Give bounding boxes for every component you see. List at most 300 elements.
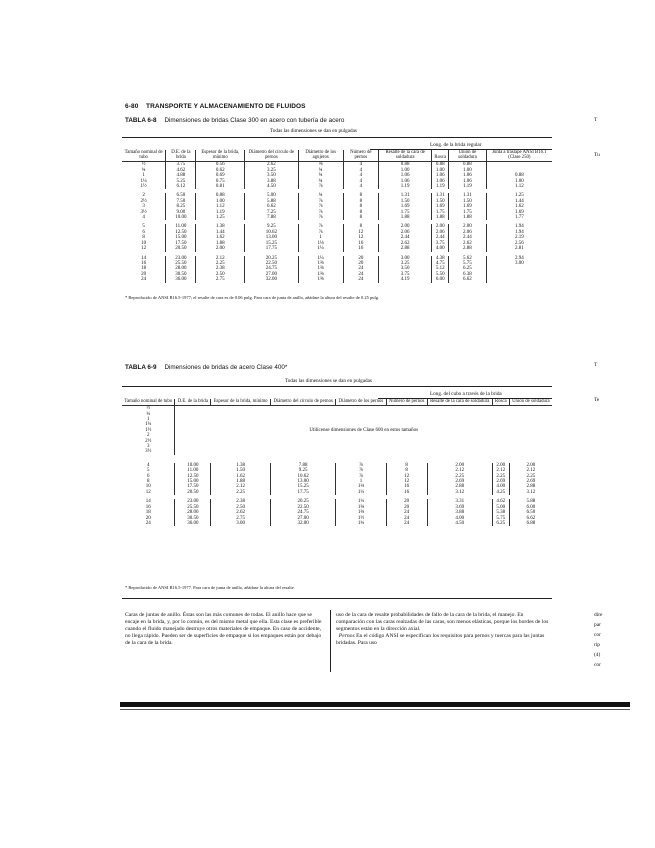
table-cell: 12 (343, 235, 378, 240)
table-cell: 2.50 (196, 272, 245, 277)
table-cell: 1¼ (336, 490, 386, 495)
right-column (336, 612, 550, 647)
table-cell: 1.38 (196, 224, 245, 229)
table-cell: 1¾ (336, 521, 386, 526)
table-cell: 6.25 (492, 521, 509, 526)
table-cell: 5 (122, 468, 175, 473)
table-cell: 8 (343, 224, 378, 229)
table-cell: ¾ (298, 193, 343, 198)
table-cell: 1.00 (432, 168, 449, 173)
table-cell: 1.00 (514, 178, 524, 184)
table-cell: 13.00 (271, 479, 336, 484)
table-cell: 11.00 (166, 224, 196, 229)
table-cell: 2.44 (432, 235, 449, 240)
table-cell: 4.88 (166, 173, 196, 178)
table-cell: 32.00 (271, 521, 336, 526)
table-cell: 1.06 (378, 179, 431, 184)
table-cell: 16 (343, 246, 378, 251)
table-cell: 1.31 (432, 193, 449, 198)
table-cell: 1.88 (378, 215, 431, 220)
text-separator (122, 598, 552, 599)
table-cell: 1.50 (449, 199, 487, 204)
table2-footnote: * Reproducido de ANSI B16.5-1977. Para cara de junta de anillo, añádase la altura del resalte. (125, 585, 295, 590)
table-cell: 10.00 (175, 463, 211, 468)
table-cell: 3.75 (378, 272, 431, 277)
table-cell: 7.50 (166, 199, 196, 204)
table-cell: 10.62 (271, 474, 336, 479)
table-cell: 2.00 (378, 224, 431, 229)
table1-footnote: * Reproducido de ANSI B16.5-1977; el resalte de cara es de 0.06 pulg. Para cara de junta de anillo, añádase la altura del resalte de 0.25 pulg. (125, 295, 380, 300)
table-cell: 1⅛ (298, 241, 343, 246)
table1 (122, 150, 552, 283)
table-cell: 3.50 (378, 266, 431, 271)
table-cell: 1.88 (432, 215, 449, 220)
table-cell: 1.69 (432, 204, 449, 209)
margin-line: (4) (594, 652, 601, 658)
table-cell: 1.75 (378, 210, 431, 215)
table-cell: 25.50 (175, 505, 211, 510)
table1-caption (125, 117, 344, 124)
column-header: Número de pernos (343, 150, 378, 162)
table-cell: 1.19 (196, 210, 245, 215)
table-cell: 15.00 (175, 479, 211, 484)
table-cell: 6 (122, 230, 166, 235)
table-cell: 2.69 (526, 479, 536, 485)
table-cell: 1.25 (196, 215, 245, 220)
table-cell: 2.88 (378, 246, 431, 251)
table-cell: 1.75 (449, 210, 487, 215)
column-header: Junta a traslape ANSI B16.1 (Clase 250) (492, 150, 547, 161)
table-cell: 17.50 (175, 484, 211, 489)
table-cell: 28.00 (166, 266, 196, 271)
table-cell: 6.38 (449, 272, 487, 277)
table-cell: 2.50 (211, 505, 271, 510)
table-cell: 2.25 (196, 261, 245, 266)
table2-header-row (122, 399, 552, 406)
column-header: Diámetro de los pernos (336, 399, 386, 406)
table-cell: 8 (122, 235, 166, 240)
table-cell: 8 (343, 199, 378, 204)
table-cell: 4.00 (492, 484, 509, 489)
table-cell: 1 (336, 479, 386, 484)
size-cell: 3 (122, 444, 175, 449)
table-cell: 15.25 (245, 241, 298, 246)
margin-line: T (594, 362, 598, 368)
table-cell: 6.62 (245, 204, 298, 209)
table-cell: 17.75 (271, 490, 336, 495)
table-cell: 2.25 (427, 474, 492, 479)
column-header: Número de pernos (386, 399, 427, 406)
table-cell: 1.94 (514, 229, 524, 235)
table-cell: ⅞ (298, 230, 343, 235)
table-cell: 2.62 (449, 241, 487, 246)
table-cell: 17.75 (245, 246, 298, 251)
table-cell: 3.12 (526, 489, 536, 495)
table-cell: 6.25 (449, 266, 487, 271)
table-cell: 2.12 (196, 256, 245, 261)
table-cell: 7.88 (271, 463, 336, 468)
table-cell: 4.75 (432, 261, 449, 266)
table-cell: 4 (343, 173, 378, 178)
table-cell: 1.38 (211, 463, 271, 468)
table-cell: 2.12 (427, 468, 492, 473)
column-header: Rosca (492, 399, 509, 406)
table-cell: ⅝ (298, 162, 343, 168)
table2-dims-note: Todas las dimensiones se dan en pulgadas (285, 378, 372, 384)
column-header: Resalte de la cara de soldadura (427, 399, 492, 406)
table-cell: 4 (343, 162, 378, 168)
table-cell: 4 (343, 168, 378, 173)
left-paragraph: Caras de juntas de anillo. Éstas son las más comunes de todas. El anillo hace que se encaje en la brida, y, por lo común, es del mismo metal que ella. Esta clase es preferible cuando el fluido manejado destruye otros materiales de empaque. En caso de accidente, no llega rápido. Pueden ser de superficies de empaque si los empaques están por debajo de la cara de la brida. (125, 612, 322, 647)
bottom-rule-thin (120, 709, 630, 710)
table-cell: ¾ (122, 168, 166, 173)
table-cell: 3.75 (166, 162, 196, 168)
table-cell: 20 (343, 261, 378, 266)
table-cell: 2.00 (492, 463, 509, 468)
table-cell: 1.06 (378, 173, 431, 178)
table-cell: 1¼ (122, 179, 166, 184)
table-cell: 6.00 (526, 504, 536, 510)
table-cell: 9.00 (166, 210, 196, 215)
table-cell: 1½ (336, 516, 386, 521)
table-cell: 0.88 (449, 162, 487, 168)
table-cell: 12 (122, 490, 175, 495)
table-cell: 2.25 (211, 490, 271, 495)
margin-line: dire (594, 612, 603, 618)
table-cell: ⅞ (336, 463, 386, 468)
table-cell: 2.94 (514, 255, 524, 261)
table-cell: 30.50 (175, 516, 211, 521)
table-cell: 30.50 (166, 272, 196, 277)
table-cell: 32.00 (245, 277, 298, 282)
table-cell: 1 (122, 173, 166, 178)
table-cell: 16 (386, 490, 427, 495)
table2 (122, 399, 552, 526)
table-cell: ⅞ (298, 210, 343, 215)
table-cell: 2.12 (526, 468, 536, 474)
table-cell: 4.00 (432, 246, 449, 251)
table-cell: 24 (343, 277, 378, 282)
table-cell: 0.69 (196, 173, 245, 178)
table-cell: 2.44 (449, 235, 487, 240)
table-cell: 20.25 (245, 256, 298, 261)
column-header: Tamaño nominal de tubo (122, 150, 166, 162)
table-cell: 4.62 (166, 168, 196, 173)
table-cell: 3.88 (245, 179, 298, 184)
table-cell: 8.25 (166, 204, 196, 209)
table-cell: ¾ (298, 173, 343, 178)
column-header: Diámetro del círculo de pernos (271, 399, 336, 406)
table-cell: 2.75 (211, 516, 271, 521)
table-cell: 1.69 (449, 204, 487, 209)
size-cell: 1 (122, 417, 175, 422)
column-header: Unión de soldadura (512, 399, 550, 404)
size-cell: ½ (122, 406, 175, 412)
table-cell: 2.25 (492, 474, 509, 479)
table-cell: 27.00 (271, 516, 336, 521)
table-cell: 22.50 (245, 261, 298, 266)
table-cell: 13.00 (245, 235, 298, 240)
table-cell: 1.19 (432, 184, 449, 189)
table-cell: 7.25 (245, 210, 298, 215)
table-cell: 23.00 (166, 256, 196, 261)
table-cell: 5.75 (492, 516, 509, 521)
section-title: TRANSPORTE Y ALMACENAMIENTO DE FLUIDOS (146, 103, 306, 110)
table-cell: 14 (122, 256, 166, 261)
table-cell: 2.62 (245, 162, 298, 168)
table-cell: 9.25 (245, 224, 298, 229)
table2-label: TABLA 6-9 (125, 364, 157, 371)
table-cell: 20 (343, 256, 378, 261)
bottom-rule (120, 702, 630, 707)
margin-line: Tu (594, 152, 600, 158)
table1-dims-note: Todas las dimensiones se dan en pulgadas (270, 128, 357, 134)
table-cell: 10 (122, 484, 175, 489)
table-cell: 24 (386, 510, 427, 515)
table-cell: 1.50 (432, 199, 449, 204)
table2-group-header: Long. del cubo a través de la brida (430, 391, 502, 397)
table-cell: 1⅛ (336, 484, 386, 489)
table-cell: 3.25 (378, 261, 431, 266)
table-cell: ½ (122, 162, 166, 168)
table-cell: 6.62 (526, 515, 536, 521)
table-cell: 2.38 (196, 266, 245, 271)
table-cell: 1.19 (378, 184, 431, 189)
table-cell: 2.88 (526, 484, 536, 490)
table-cell: 2.19 (514, 235, 524, 241)
table-cell: 1⅜ (336, 510, 386, 515)
table-cell: 8 (343, 204, 378, 209)
table-cell: ⅞ (298, 215, 343, 220)
table-cell: 5.75 (449, 261, 487, 266)
table-cell: 12.50 (175, 474, 211, 479)
table1-title: Dimensiones de bridas Clase 300 en acero con tubería de acero (164, 117, 345, 124)
table-cell: 1⅜ (298, 272, 343, 277)
table-cell: 1.62 (514, 204, 524, 210)
table-cell: 8 (386, 463, 427, 468)
table-cell: 10.62 (245, 230, 298, 235)
column-header: Espesor de la brida, mínimo (196, 150, 245, 162)
table-row (122, 277, 552, 282)
table-cell: 8 (343, 215, 378, 220)
table-cell: 1.69 (514, 209, 524, 215)
table-cell: 20.50 (166, 246, 196, 251)
table-cell: 2.00 (427, 463, 492, 468)
table-cell: 10.00 (166, 215, 196, 220)
table-cell: 2.69 (492, 479, 509, 484)
table-cell: 3.31 (427, 499, 492, 504)
table-cell: 1.77 (514, 215, 524, 221)
table-cell: 24 (343, 266, 378, 271)
table-cell: 1.50 (378, 199, 431, 204)
table-cell: 8 (343, 210, 378, 215)
table-cell: 5.38 (492, 510, 509, 515)
bolts-lead: Pernos (338, 633, 355, 640)
table-cell: 1.12 (196, 204, 245, 209)
table-cell: 23.00 (175, 499, 211, 504)
table-cell: 14 (122, 499, 175, 504)
table-cell: 2.62 (211, 510, 271, 515)
table-cell: 3.69 (427, 505, 492, 510)
table-cell: 11.00 (175, 468, 211, 473)
table-cell: 20.50 (175, 490, 211, 495)
table-cell: 1.19 (449, 184, 487, 189)
table-cell: 1.44 (514, 198, 524, 204)
table-cell: 10 (122, 241, 166, 246)
table-cell: 2.75 (196, 277, 245, 282)
table-cell: 0.88 (378, 162, 431, 168)
table2-top-rule (122, 386, 552, 387)
table-cell: 6.88 (526, 520, 536, 526)
right-paragraph: uso de la cara de resalte probabilidades de fallo de la cara de la brida, el manejo. En comparación con las caras realzadas de las caras, son menos elásticas, porque los bordes de los segmentos están en la dirección axial. (336, 612, 549, 633)
table-cell: 5.12 (432, 266, 449, 271)
table-cell: 8 (343, 193, 378, 198)
margin-line: rip (594, 642, 600, 648)
table-cell: ¾ (298, 179, 343, 184)
table-cell: 24 (122, 521, 175, 526)
page-number: 6-80 (125, 103, 139, 110)
column-header: Tamaño nominal de tubo (122, 399, 175, 406)
table-cell: 27.00 (245, 272, 298, 277)
table-cell: 1⅜ (298, 261, 343, 266)
table-cell: 1.00 (196, 199, 245, 204)
table-cell: 24 (343, 272, 378, 277)
table-cell: 1.25 (514, 193, 524, 199)
table-cell: 1¼ (336, 499, 386, 504)
table-cell: 2.62 (378, 241, 431, 246)
column-header: Rosca (432, 150, 449, 162)
table-cell: 4 (122, 463, 175, 468)
table-cell: 3 (122, 204, 166, 209)
table-cell: 1.00 (378, 168, 431, 173)
table-cell: ⅞ (298, 199, 343, 204)
table-cell: 6 (122, 474, 175, 479)
table-cell: 8 (122, 479, 175, 484)
table-cell: 2.12 (492, 468, 509, 473)
size-cell: ¾ (122, 412, 175, 417)
table-cell: 3.50 (245, 173, 298, 178)
table-cell: 6.50 (166, 193, 196, 198)
table-cell: 1.69 (378, 204, 431, 209)
table-cell: 1.75 (432, 210, 449, 215)
table-cell: 3½ (122, 210, 166, 215)
running-header (125, 103, 306, 110)
table-cell: 0.88 (196, 193, 245, 198)
table-cell: 2.69 (427, 479, 492, 484)
table-cell: 36.00 (166, 277, 196, 282)
table-cell: 24 (386, 516, 427, 521)
table-cell: 1⅜ (336, 505, 386, 510)
table-cell: 20 (386, 499, 427, 504)
table-cell: 12 (122, 246, 166, 251)
table-cell: 3.00 (211, 521, 271, 526)
table-cell: 24 (386, 521, 427, 526)
table2-title: Dimensiones de bridas de acero Clase 400* (164, 364, 288, 371)
table-cell: 1.62 (196, 235, 245, 240)
table-cell: 3.00 (378, 256, 431, 261)
table-cell: 8 (386, 468, 427, 473)
table-cell: 4.62 (492, 499, 509, 504)
column-header: D.E. de la brida (166, 150, 196, 162)
table-cell: 2.06 (449, 230, 487, 235)
table-cell: ⅞ (298, 224, 343, 229)
table-cell: 1.31 (378, 193, 431, 198)
table-cell: 4.38 (432, 256, 449, 261)
table-cell: 5.00 (245, 193, 298, 198)
table-cell: ¾ (298, 168, 343, 173)
table-cell: 36.00 (175, 521, 211, 526)
table2-caption (125, 364, 287, 371)
table-cell: 4.50 (245, 184, 298, 189)
table-cell: 25.50 (166, 261, 196, 266)
column-header: Diámetro de los agujeros (298, 150, 343, 162)
table-cell: 4.50 (427, 521, 492, 526)
table-cell: 1.62 (211, 474, 271, 479)
table-cell: 2½ (122, 199, 166, 204)
table-cell: 2.06 (432, 230, 449, 235)
table-cell: 6.00 (432, 277, 449, 282)
table-cell: 24.75 (271, 510, 336, 515)
table-cell: 4.19 (378, 277, 431, 282)
table-cell: 2.88 (449, 246, 487, 251)
table-cell: 12 (386, 474, 427, 479)
table-cell: 2 (122, 193, 166, 198)
table-cell: 0.56 (196, 162, 245, 168)
table-cell: 15.25 (271, 484, 336, 489)
table-cell: 20 (386, 505, 427, 510)
margin-line: par (594, 622, 601, 628)
table-cell: 18 (122, 510, 175, 515)
table1-label: TABLA 6-8 (125, 117, 157, 124)
table-cell: 17.50 (166, 241, 196, 246)
table-cell: 5.25 (166, 179, 196, 184)
merged-note-cell: Utilícense dimensiones de Clase 600 en estos tamaños (309, 427, 419, 433)
table-cell: 1.50 (211, 468, 271, 473)
table-cell: 2.88 (427, 484, 492, 489)
table-cell: ⅞ (336, 468, 386, 473)
table-row (122, 406, 552, 412)
table-cell: 9.25 (271, 468, 336, 473)
table-cell: 20.25 (271, 499, 336, 504)
table-cell: 5.00 (492, 505, 509, 510)
table-cell: 2.38 (211, 499, 271, 504)
table-cell: 6.12 (166, 184, 196, 189)
table-cell: 16 (386, 484, 427, 489)
table-cell: 1.06 (449, 179, 487, 184)
table-cell: 0.88 (514, 173, 524, 179)
table-cell (486, 277, 552, 282)
size-cell: 2½ (122, 439, 175, 444)
table-cell: 3.88 (427, 510, 492, 515)
table-cell: 2.00 (526, 462, 536, 468)
table-cell: 4.00 (427, 516, 492, 521)
table-cell: 1.12 (514, 184, 524, 190)
table-cell: 5.88 (245, 199, 298, 204)
table-cell: 1⅜ (298, 266, 343, 271)
bolts-paragraph: En el código ANSI se especifican los requisitos para pernos y tuercas para las juntas bridadas. Para uso (336, 633, 545, 647)
table-cell: 1.06 (449, 173, 487, 178)
table-cell: 2.00 (432, 224, 449, 229)
table-cell: 1 (298, 235, 343, 240)
table1-group-header: Long. de la brida regular (430, 142, 482, 148)
size-cell: 1½ (122, 428, 175, 433)
column-rule (330, 610, 331, 672)
table-cell: 5.62 (449, 256, 487, 261)
table-cell: 1.88 (196, 241, 245, 246)
table-cell: 1.88 (449, 215, 487, 220)
size-cell: 2 (122, 433, 175, 438)
table-cell: 0.62 (196, 168, 245, 173)
